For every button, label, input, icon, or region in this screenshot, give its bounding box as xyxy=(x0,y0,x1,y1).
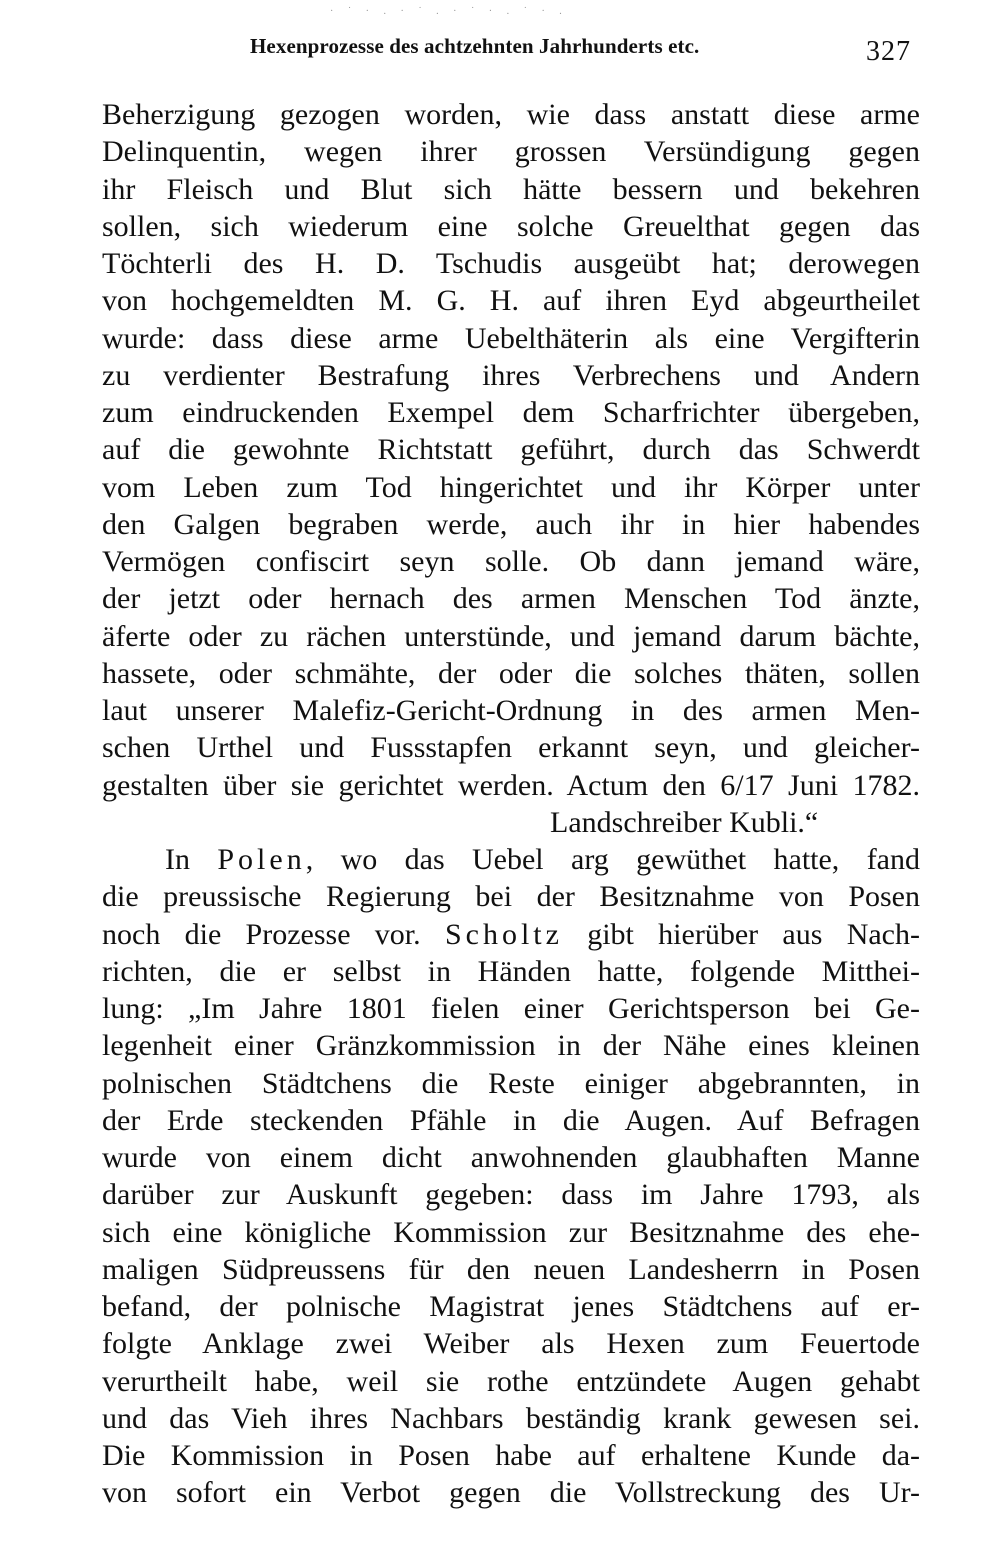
text-line: maligen Südpreussens für den neuen Landesherrn in Posen xyxy=(102,1252,920,1286)
text-line: lung: „Im Jahre 1801 fielen einer Gerichtsperson bei Ge- xyxy=(102,992,920,1025)
text-line: gestalten über sie gerichtet werden. Actum den 6/17 Juni 1782. xyxy=(102,768,920,802)
body-text xyxy=(102,96,920,1512)
text-line: legenheit einer Gränzkommission in der Nähe eines kleinen xyxy=(102,1029,920,1063)
text-line: schen Urthel und Fussstapfen erkannt seyn, und gleicher- xyxy=(102,731,920,765)
text-line: folgte Anklage zwei Weiber als Hexen zum Feuertode xyxy=(102,1327,920,1361)
text-line: richten, die er selbst in Händen hatte, folgende Mitthei- xyxy=(102,954,920,988)
running-header: Hexenprozesse des achtzehnten Jahrhunderts etc. xyxy=(250,34,700,58)
text-line: Delinquentin, wegen ihrer grossen Versündigung gegen xyxy=(102,135,920,169)
text-line: hassete, oder schmähte, der oder die solches thäten, sollen xyxy=(102,656,920,690)
text-line: polnischen Städtchens die Reste einiger abgebrannten, in xyxy=(102,1066,920,1100)
text-line: darüber zur Auskunft gegeben: dass im Jahre 1793, als xyxy=(102,1178,920,1212)
text-line-with-author xyxy=(102,916,920,953)
text-line: ihr Fleisch und Blut sich hätte bessern und bekehren xyxy=(102,172,920,206)
text-line: sollen, sich wiederum eine solche Greuelthat gegen das xyxy=(102,209,920,243)
text-line: wurde von einem dicht anwohnenden glaubhaften Manne xyxy=(102,1141,920,1174)
text-line: sich eine königliche Kommission zur Besitznahme des ehe- xyxy=(102,1215,920,1249)
text-line: den Galgen begraben werde, auch ihr in hier habendes xyxy=(102,507,920,541)
text-line: befand, der polnische Magistrat jenes Städtchens auf er- xyxy=(102,1290,920,1323)
place-name-spaced: Polen xyxy=(217,843,306,876)
text-line: wurde: dass diese arme Uebelthäterin als eine Vergifterin xyxy=(102,321,920,355)
text-fragment: gibt hierüber aus Nach- xyxy=(562,917,920,951)
text-line: Beherzigung gezogen worden, wie dass anstatt diese arme xyxy=(102,98,920,131)
text-line: Töchterli des H. D. Tschudis ausgeübt hat; derowegen xyxy=(102,247,920,280)
text-line: vom Leben zum Tod hingerichtet und ihr Körper unter xyxy=(102,470,920,504)
text-line: zu verdienter Bestrafung ihres Verbrechens und Andern xyxy=(102,358,920,392)
text-line: laut unserer Malefiz-Gericht-Ordnung in des armen Men- xyxy=(102,694,920,727)
text-line: zum eindruckenden Exempel dem Scharfrichter übergeben, xyxy=(102,396,920,429)
author-name-spaced: Scholtz xyxy=(444,917,563,951)
text-fragment: noch die Prozesse vor. xyxy=(102,917,445,951)
text-line: auf die gewohnte Richtstatt geführt, durch das Schwerdt xyxy=(102,433,920,467)
text-line: Die Kommission in Posen habe auf erhaltene Kunde da- xyxy=(102,1439,920,1472)
page-number: 327 xyxy=(866,36,911,67)
text-fragment: In xyxy=(165,843,218,876)
text-line: und das Vieh ihres Nachbars beständig krank gewesen sei. xyxy=(102,1401,920,1435)
text-line: von hochgemeldten M. G. H. auf ihren Eyd abgeurtheilet xyxy=(102,284,920,318)
text-line: äferte oder zu rächen unterstünde, und jemand darum bächte, xyxy=(102,619,920,653)
text-line: Vermögen confiscirt seyn solle. Ob dann jemand wäre, xyxy=(102,545,920,578)
scan-speckle-decoration: · ˙ · . · ˙ . · ˙ · . ˙ · . xyxy=(330,6,568,17)
text-line: der Erde steckenden Pfähle in die Augen. Auf Befragen xyxy=(102,1103,920,1137)
text-fragment: , wo das Uebel arg gewüthet hatte, fand xyxy=(305,843,920,876)
signature-line: Landschreiber Kubli.“ xyxy=(550,805,819,839)
text-line: die preussische Regierung bei der Besitznahme von Posen xyxy=(102,880,920,914)
text-line: der jetzt oder hernach des armen Menschen Tod änzte, xyxy=(102,582,920,616)
paragraph-opening-line xyxy=(102,841,920,878)
text-line: von sofort ein Verbot gegen die Vollstreckung des Ur- xyxy=(102,1476,920,1510)
text-line: verurtheilt habe, weil sie rothe entzündete Augen gehabt xyxy=(102,1364,920,1398)
